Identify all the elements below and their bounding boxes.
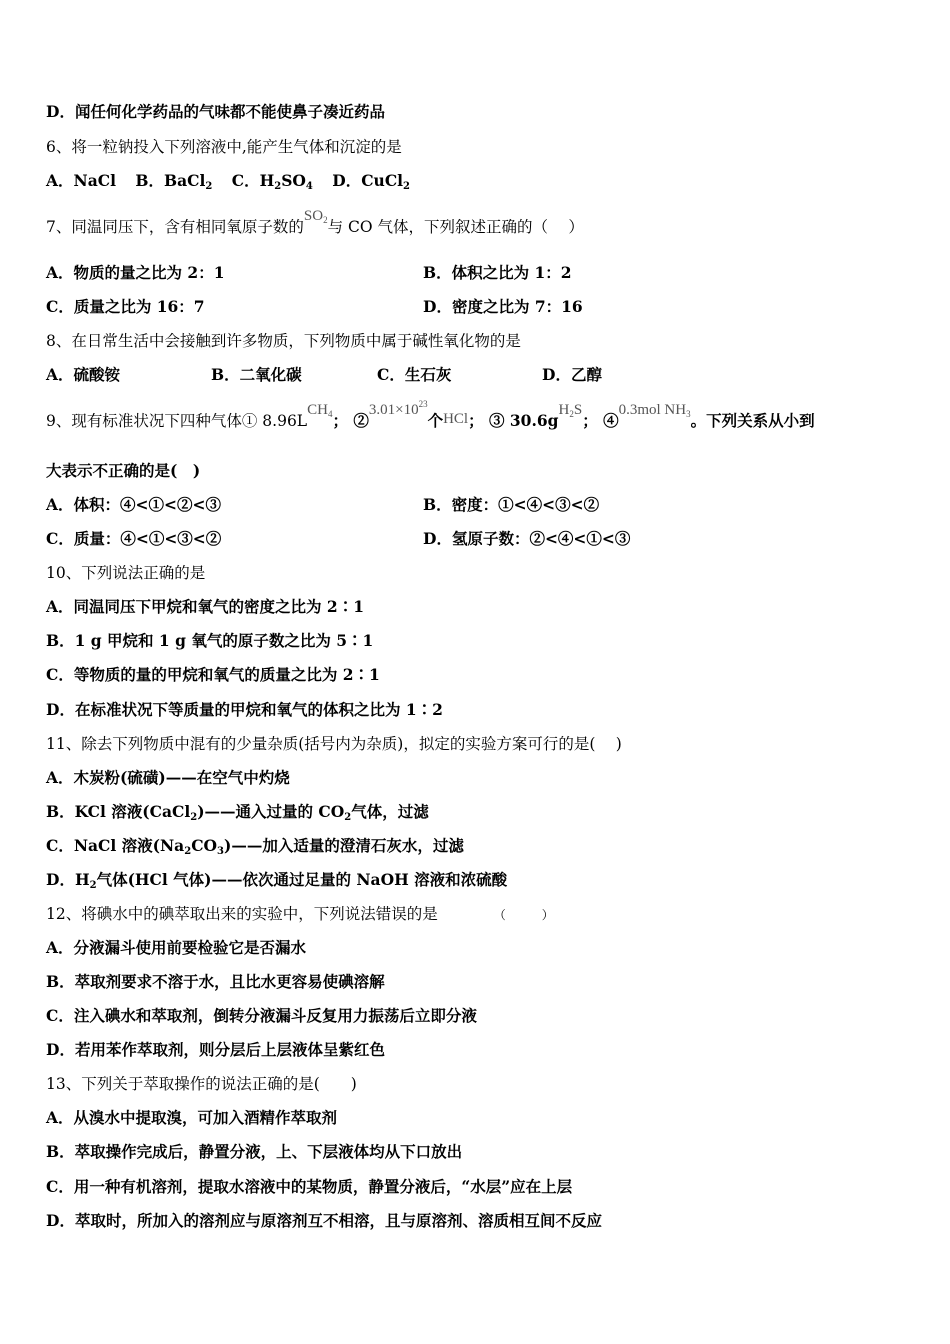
question-9-cont: 大表示不正确的是( ) bbox=[46, 461, 201, 480]
q10-option-a: A．同温同压下甲烷和氧气的密度之比为 2∶1 bbox=[46, 597, 364, 616]
q11-option-b: B．KCl 溶液(CaCl$_2$)——通入过量的 $CO_2$气体，过滤 bbox=[46, 802, 429, 823]
q12-option-d: D．若用苯作萃取剂，则分层后上层液体呈紫红色 bbox=[46, 1040, 385, 1059]
q7-options-row2 bbox=[46, 297, 583, 317]
q9-options-row1 bbox=[46, 495, 600, 515]
question-12: 12、将碘水中的碘萃取出来的实验中，下列说法错误的是 （ ） bbox=[46, 905, 554, 923]
q12-option-c: C．注入碘水和萃取剂，倒转分液漏斗反复用力振荡后立即分液 bbox=[46, 1006, 477, 1025]
q9-options-row2 bbox=[46, 529, 631, 549]
question-13: 13、下列关于萃取操作的说法正确的是( ) bbox=[46, 1075, 357, 1093]
q9-option-d: D．氢原子数：②<④<①<③ bbox=[423, 529, 631, 548]
q7-option-d: D．密度之比为 7：16 bbox=[423, 297, 583, 316]
q8-option-a: A．硫酸铵 bbox=[46, 365, 121, 384]
q7-option-c: C．质量之比为 16：7 bbox=[46, 297, 205, 316]
hcl-count-formula: $3.01\times 10^{23}$ bbox=[368, 399, 428, 418]
q13-option-a: A．从溴水中提取溴，可加入酒精作萃取剂 bbox=[46, 1108, 338, 1127]
q13-option-c: C．用一种有机溶剂，提取水溶液中的某物质，静置分液后，“水层”应在上层 bbox=[46, 1177, 573, 1196]
question-11: 11、除去下列物质中混有的少量杂质(括号内为杂质)，拟定的实验方案可行的是( ) bbox=[46, 735, 622, 753]
q5-option-d: D．闻任何化学药品的气味都不能使鼻子凑近药品 bbox=[46, 102, 385, 121]
q12-option-a: A．分液漏斗使用前要检验它是否漏水 bbox=[46, 938, 307, 957]
q12-option-b: B．萃取剂要求不溶于水，且比水更容易使碘溶解 bbox=[46, 972, 385, 991]
q6-option-d: D．CuCl$_2$ bbox=[332, 171, 411, 192]
q9-option-b: B．密度：①<④<③<② bbox=[423, 495, 600, 514]
so2-formula: $SO_2$ bbox=[303, 208, 328, 225]
q7-options-row1 bbox=[46, 263, 572, 283]
q9-option-c: C．质量：④<①<③<② bbox=[46, 529, 222, 548]
question-10: 10、下列说法正确的是 bbox=[46, 564, 206, 582]
q13-option-b: B．萃取操作完成后，静置分液，上、下层液体均从下口放出 bbox=[46, 1142, 463, 1161]
q6-option-b: B．BaCl$_2$ bbox=[135, 171, 213, 192]
h2s-formula: $H_2S$ bbox=[558, 402, 583, 419]
q10-option-c: C．等物质的量的甲烷和氧气的质量之比为 2∶1 bbox=[46, 665, 380, 684]
q13-option-d: D．萃取时，所加入的溶剂应与原溶剂互不相溶，且与原溶剂、溶质相互间不反应 bbox=[46, 1211, 602, 1230]
question-9: 9、现有标准状况下四种气体① $8.96LCH_4$； $②3.01\times 10^{23}$个HCl； ③ $30.6gH_2S$； ④0.3mol $NH_3$。下列关系从小到 bbox=[46, 399, 815, 430]
q11-option-d: D．$H_2$气体(HCl 气体)——依次通过足量的 NaOH 溶液和浓硫酸 bbox=[46, 870, 508, 891]
question-8: 8、在日常生活中会接触到许多物质，下列物质中属于碱性氧化物的是 bbox=[46, 332, 521, 350]
q8-option-b: B．二氧化碳 bbox=[211, 365, 302, 384]
hcl-formula: HCl bbox=[443, 411, 469, 427]
ch4-formula: $CH_4$ bbox=[307, 402, 333, 419]
q7-option-b: B．体积之比为 1：2 bbox=[423, 263, 572, 282]
q6-option-a: A．NaCl bbox=[46, 171, 116, 190]
q11-option-a: A．木炭粉(硫磺)——在空气中灼烧 bbox=[46, 768, 290, 787]
q11-option-c: C．NaCl 溶液$(Na_2CO_3)——$加入适量的澄清石灰水，过滤 bbox=[46, 836, 464, 857]
q10-option-d: D．在标准状况下等质量的甲烷和氧气的体积之比为 1∶2 bbox=[46, 700, 443, 719]
q8-option-d: D．乙醇 bbox=[542, 365, 602, 384]
q10-option-b: B．1 g 甲烷和 1 g 氧气的原子数之比为 5∶1 bbox=[46, 631, 374, 650]
q6-options bbox=[46, 171, 410, 191]
nh3-formula: 0.3mol $NH_3$ bbox=[618, 402, 691, 419]
q6-option-c: C．$H_2SO_4$ bbox=[231, 171, 313, 192]
q8-option-c: C．生石灰 bbox=[377, 365, 452, 384]
question-7: 7、同温同压下，含有相同氧原子数的$SO_2$与 CO 气体，下列叙述正确的（ ） bbox=[46, 208, 584, 236]
q9-option-a: A．体积：④<①<②<③ bbox=[46, 495, 221, 514]
question-6: 6、将一粒钠投入下列溶液中,能产生气体和沉淀的是 bbox=[46, 138, 402, 156]
q7-option-a: A．物质的量之比为 2：1 bbox=[46, 263, 225, 282]
